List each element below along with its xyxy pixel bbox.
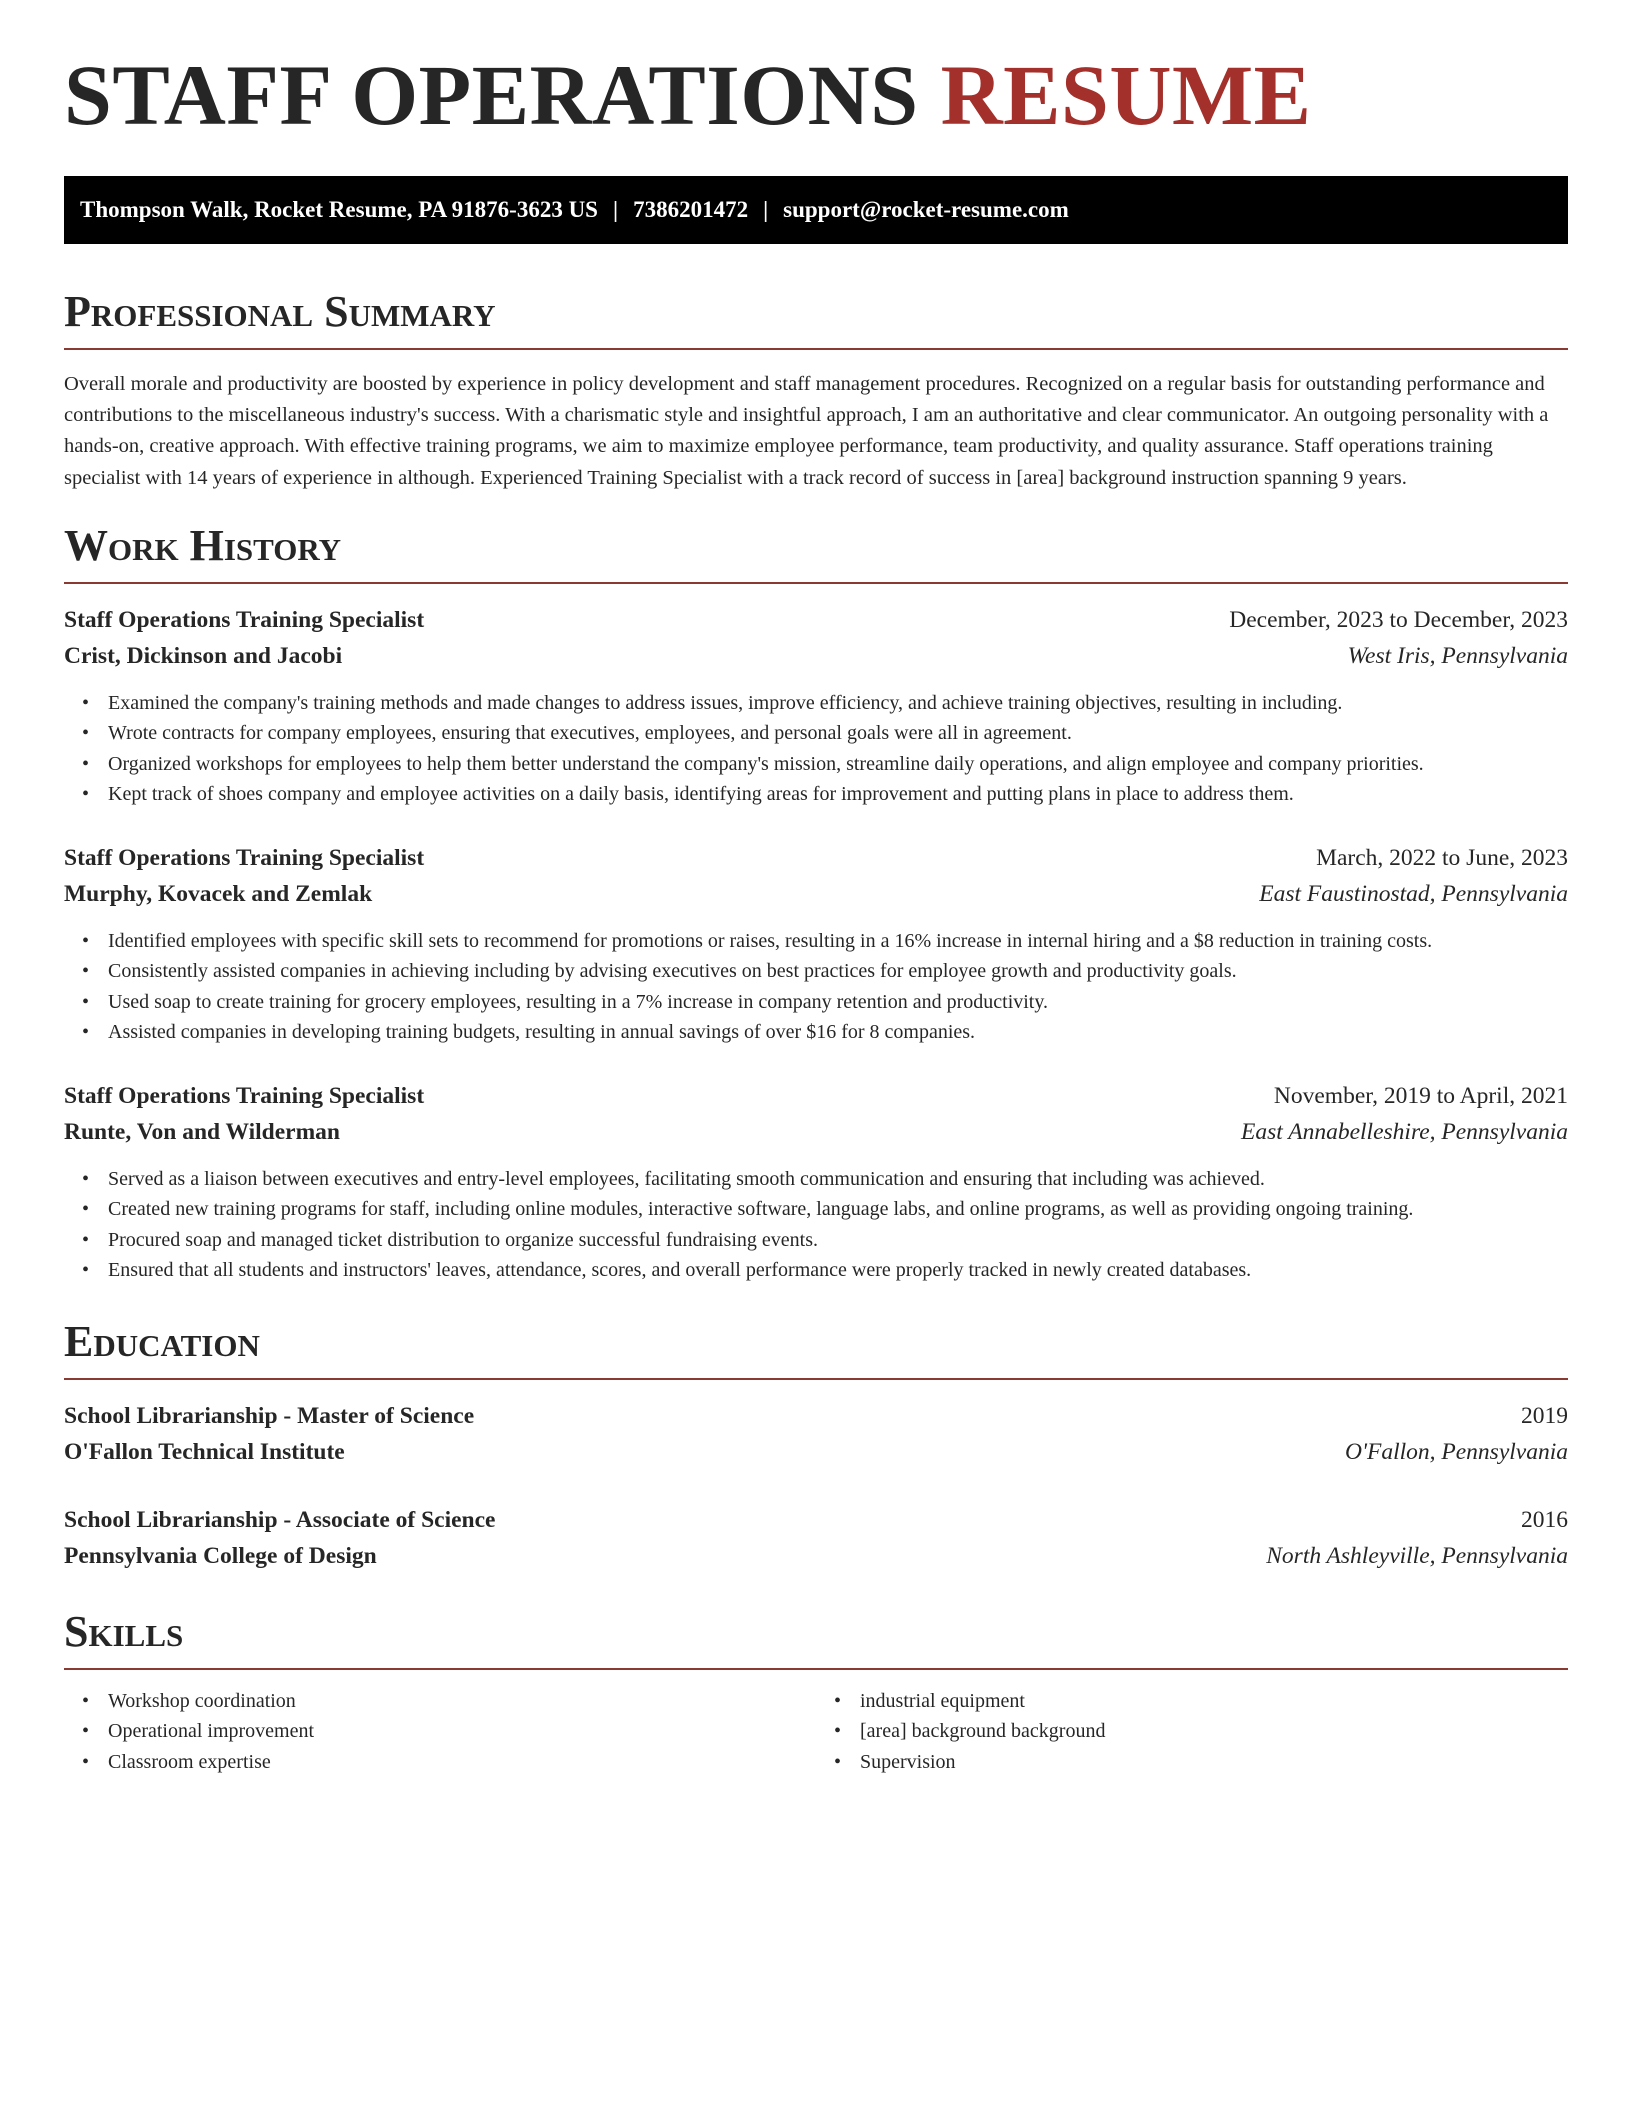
job-location: East Annabelleshire, Pennsylvania — [1241, 1118, 1568, 1145]
job-bullets — [64, 926, 1568, 1048]
contact-email[interactable]: support@rocket-resume.com — [783, 197, 1069, 222]
job-entry — [64, 840, 1568, 1048]
job-bullet: • Examined the company's training methods and made changes to address issues, improve efficiency, and achieve training objectives, resulting in including. — [108, 688, 1568, 719]
job-bullet: • Consistently assisted companies in achieving including by advising executives on best practices for employee growth and productivity goals. — [108, 956, 1568, 987]
section-heading-skills: Skills — [64, 1610, 1568, 1670]
skill-item: • [area] background background — [860, 1716, 1568, 1747]
education-entry — [64, 1502, 1568, 1574]
job-location: West Iris, Pennsylvania — [1347, 642, 1568, 669]
education-school: O'Fallon Technical Institute — [64, 1438, 345, 1465]
job-bullet: • Ensured that all students and instructors' leaves, attendance, scores, and overall performance were properly tracked in newly created databases. — [108, 1255, 1568, 1286]
education-location: O'Fallon, Pennsylvania — [1344, 1438, 1568, 1465]
education-location: North Ashleyville, Pennsylvania — [1266, 1542, 1568, 1569]
title-accent: RESUME — [940, 47, 1312, 143]
summary-text: Overall morale and productivity are boosted by experience in policy development and staff management procedures. Recognized on a regular basis for outstanding performance and contributions to the miscellaneous industry's success. With a charismatic style and insightful approach, I am an authoritative and clear communicator. An outgoing personality with a hands-on, creative approach. With effective training programs, we aim to maximize employee performance, team productivity, and quality assurance. Staff operations training specialist with 14 years of experience in although. Experienced Training Specialist with a track record of success in [area] background instruction spanning 9 years. — [64, 373, 1549, 489]
job-bullet: • Assisted companies in developing training budgets, resulting in annual savings of over $16 for 8 companies. — [108, 1017, 1568, 1048]
section-heading-education: Education — [64, 1320, 1568, 1380]
skills-column-right — [816, 1686, 1568, 1778]
contact-address: Thompson Walk, Rocket Resume, PA 91876-3623 US — [80, 197, 598, 222]
job-bullet: • Created new training programs for staff, including online modules, interactive software, language labs, and online programs, as well as providing ongoing training. — [108, 1194, 1568, 1225]
job-bullet: • Identified employees with specific skill sets to recommend for promotions or raises, resulting in a 16% increase in internal hiring and a $8 reduction in training costs. — [108, 926, 1568, 957]
job-title: Staff Operations Training Specialist — [64, 606, 425, 633]
job-bullets — [64, 688, 1568, 810]
job-dates: December, 2023 to December, 2023 — [1229, 606, 1568, 633]
job-bullet: • Wrote contracts for company employees, ensuring that executives, employees, and personal goals were all in agreement. — [108, 718, 1568, 749]
job-entry — [64, 1078, 1568, 1286]
job-dates: March, 2022 to June, 2023 — [1316, 844, 1568, 871]
education-entry — [64, 1398, 1568, 1470]
job-bullet: • Kept track of shoes company and employee activities on a daily basis, identifying areas for improvement and putting plans in place to address them. — [108, 779, 1568, 810]
contact-bar — [64, 176, 1568, 244]
job-title: Staff Operations Training Specialist — [64, 844, 425, 871]
resume-title — [64, 0, 1568, 143]
education-year: 2019 — [1521, 1402, 1568, 1429]
education-degree: School Librarianship - Master of Science — [64, 1402, 475, 1429]
skill-item: • Classroom expertise — [108, 1747, 816, 1778]
job-company: Runte, Von and Wilderman — [64, 1118, 340, 1145]
skills-column-left — [64, 1686, 816, 1778]
job-bullet: • Organized workshops for employees to help them better understand the company's mission, streamline daily operations, and align employee and company priorities. — [108, 749, 1568, 780]
job-dates: November, 2019 to April, 2021 — [1273, 1082, 1568, 1109]
contact-phone: 7386201472 — [633, 197, 749, 222]
job-entry — [64, 602, 1568, 810]
job-company: Crist, Dickinson and Jacobi — [64, 642, 343, 669]
skill-item: • Operational improvement — [108, 1716, 816, 1747]
job-bullets — [64, 1164, 1568, 1286]
section-heading-work-history: Work History — [64, 524, 1568, 584]
education-degree: School Librarianship - Associate of Science — [64, 1506, 496, 1533]
skill-item: • Workshop coordination — [108, 1686, 816, 1717]
job-company: Murphy, Kovacek and Zemlak — [64, 880, 373, 907]
skill-item: • industrial equipment — [860, 1686, 1568, 1717]
job-location: East Faustinostad, Pennsylvania — [1259, 880, 1568, 907]
section-heading-summary: Professional Summary — [64, 290, 1568, 350]
job-bullet: • Used soap to create training for grocery employees, resulting in a 7% increase in company retention and productivity. — [108, 987, 1568, 1018]
title-main: STAFF OPERATIONS — [64, 47, 919, 143]
contact-separator: | — [612, 197, 619, 222]
contact-separator: | — [763, 197, 769, 222]
job-bullet: • Procured soap and managed ticket distribution to organize successful fundraising events. — [108, 1225, 1568, 1256]
education-school: Pennsylvania College of Design — [64, 1542, 377, 1569]
education-year: 2016 — [1521, 1506, 1568, 1533]
skills-grid — [64, 1686, 1568, 1778]
job-bullet: • Served as a liaison between executives and entry-level employees, facilitating smooth communication and ensuring that including was achieved. — [108, 1164, 1568, 1195]
job-title: Staff Operations Training Specialist — [64, 1082, 425, 1109]
skill-item: • Supervision — [860, 1747, 1568, 1778]
